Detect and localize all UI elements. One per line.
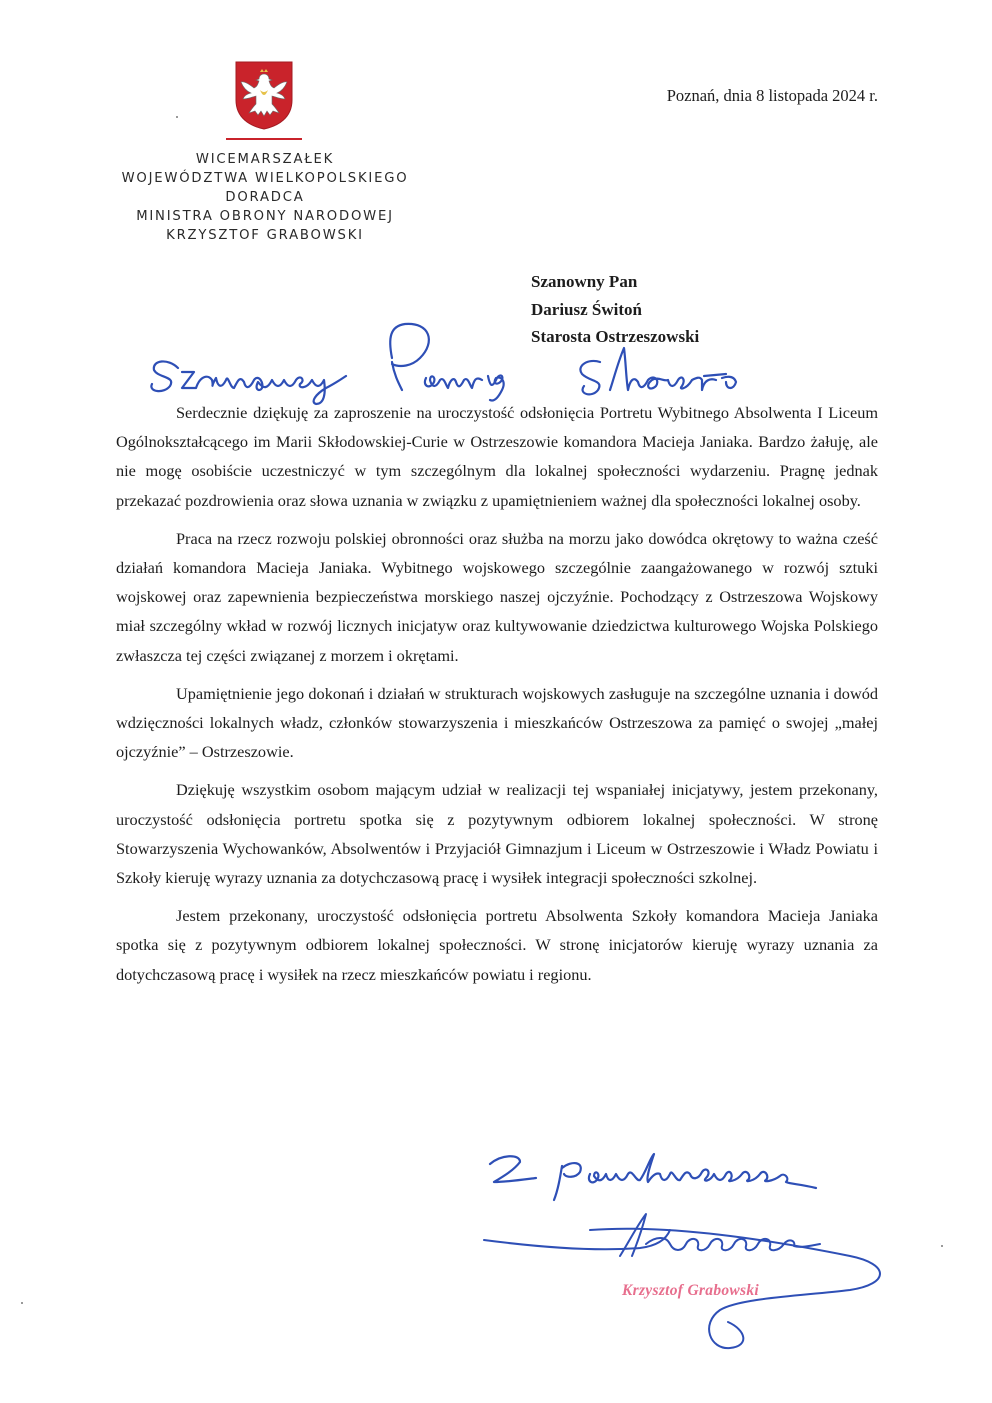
- body-paragraph: Serdecznie dziękuję za zaproszenie na uroczystość odsłonięcia Portretu Wybitnego Absolwenta I Liceum Ogólnokształcącego im Marii Skłodowskiej-Curie w Ostrzeszowie komandora Macieja Janiaka. Bardzo żałuję, ale nie mogę osobiście uczestniczyć w tym szczególnym dla lokalnej społeczności wydarzeniu. Pragnę jednak przekazać pozdrowienia oraz słowa uznania w związku z upamiętnieniem ważnej dla społeczności lokalnej osoby.: [116, 403, 878, 510]
- body-paragraph: Jestem przekonany, uroczystość odsłonięcia portretu Absolwenta Szkoły komandora Macieja Janiaka spotka się z pozytywnym odbiorem lokalnej społeczności. W stronę inicjatorów kieruję wyrazy uznania za dotychczasową pracę i wysiłek na rzecz mieszkańców powiatu i regionu.: [116, 906, 878, 984]
- crest-underline: [226, 138, 302, 140]
- handwritten-closing: [480, 1148, 860, 1202]
- scan-speck: [176, 116, 178, 118]
- letterhead-line: DORADCA: [225, 190, 305, 205]
- letter-body: [116, 398, 878, 998]
- letterhead-line: MINISTRA OBRONY NARODOWEJ: [136, 209, 394, 224]
- body-paragraph: Upamiętnienie jego dokonań i działań w strukturach wojskowych zasługuje na szczególne uznania i dowód wdzięczności lokalnych władz, członków stowarzyszenia i mieszkańców Ostrzeszowa za pamięć o swojej „małej ojczyźnie” – Ostrzeszowie.: [116, 683, 878, 762]
- signature-stamp: Krzysztof Grabowski: [622, 1282, 760, 1299]
- handwritten-signature: [470, 1200, 910, 1360]
- eagle-crest-icon: [234, 60, 294, 130]
- scan-speck: [21, 1302, 23, 1304]
- body-paragraph: Dziękuję wszystkim osobom mającym udział w realizacji tej wspaniałej inicjatywy, jestem przekonany, uroczystość odsłonięcia portretu spotka się z pozytywnym odbiorem lokalnej społeczności. W stronę Stowarzyszenia Wychowanków, Absolwentów i Przyjaciół Gimnazjum i Liceum w Ostrzeszowie i Władz Powiatu i Szkoły kieruję wyrazy uznania za dotychczasową pracę i wysiłek integracji społeczności szkolnej.: [116, 780, 878, 888]
- addressee-line: Dariusz Świtoń: [531, 299, 642, 319]
- letter-date: Poznań, dnia 8 listopada 2024 r.: [666, 86, 878, 105]
- addressee-line: Starosta Ostrzeszowski: [531, 327, 700, 346]
- letterhead: [0, 150, 530, 245]
- handwritten-greeting: [130, 318, 770, 408]
- letterhead-line: WOJEWÓDZTWA WIELKOPOLSKIEGO: [121, 171, 409, 186]
- letterhead-line: WICEMARSZAŁEK: [195, 152, 335, 167]
- addressee-line: Szanowny Pan: [531, 272, 638, 291]
- body-paragraph: Praca na rzecz rozwoju polskiej obronności oraz służba na morzu jako dowódca okrętowy to ważna cześć działań komandora Macieja Janiaka. Wybitnego wojskowego szczególnie zaangażowanego w rozwój sztuki wojskowej oraz zapewnienia bezpieczeństwa morskiego naszej ojczyźnie. Pochodzący z Ostrzeszowa Wojskowy miał szczególny wkład w rozwój licznych inicjatyw oraz kultywowanie dziedzictwa kulturowego Wojska Polskiego zwłaszcza tej części związanej z morzem i okrętami.: [116, 528, 878, 665]
- scan-speck: [941, 1245, 943, 1247]
- letterhead-line: KRZYSZTOF GRABOWSKI: [166, 228, 364, 243]
